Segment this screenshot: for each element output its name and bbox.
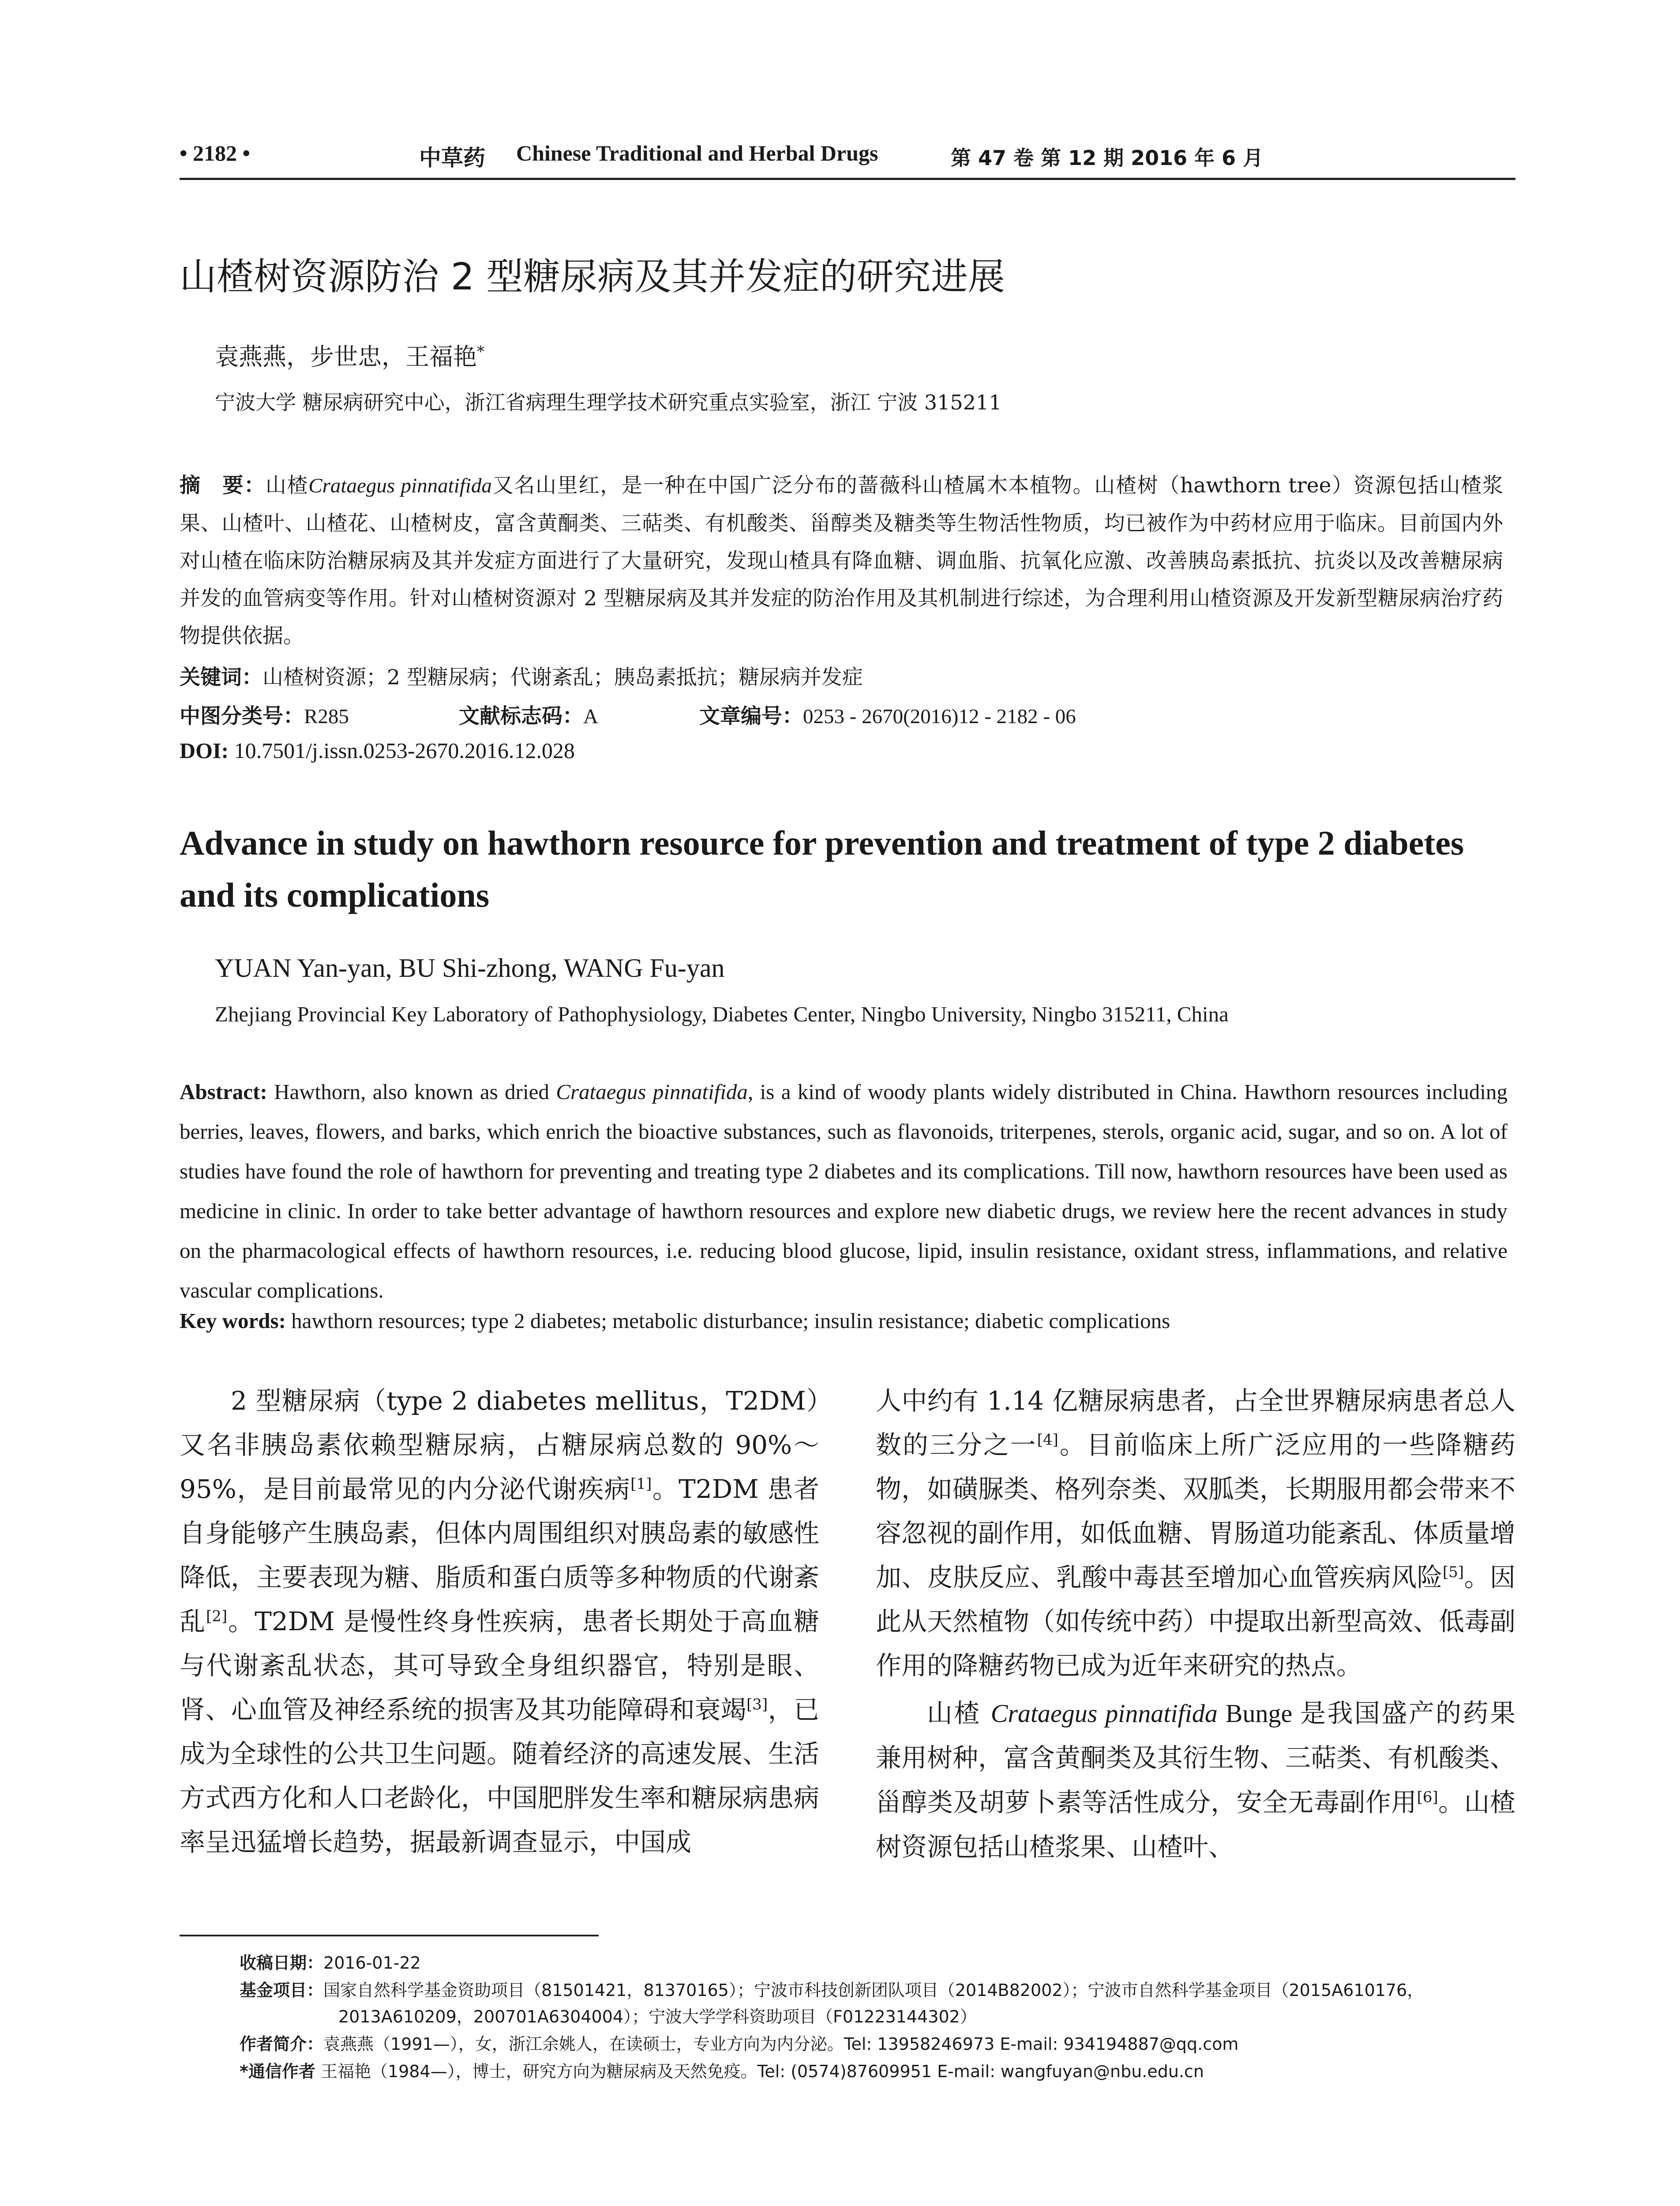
document-code: 文献标志码：A <box>459 704 598 728</box>
fund-line-2: 2013A610209，200701A6304004）；宁波大学学科资助项目（F01223144302） <box>338 2007 977 2026</box>
abstract-cn: 摘 要：山楂Crataegus pinnatifida又名山里红，是一种在中国广泛分布的蔷薇科山楂属木本植物。山楂树（hawthorn tree）资源包括山楂浆果、山楂叶、山楂花、山楂树皮，富含黄酮类、三萜类、有机酸类、甾醇类及糖类等生物活性物质，均已被作为中药材应用于临床。目前国内外对山楂在临床防治糖尿病及其并发症方面进行了大量研究，发现山楂具有降血糖、调血脂、抗氧化应激、改善胰岛素抵抗、抗炎以及改善糖尿病并发的血管病变等作用。针对山楂树资源对 2 型糖尿病及其并发症的防治作用及其机制进行综述，为合理利用山楂资源及开发新型糖尿病治疗药物提供依据。 <box>180 473 1504 648</box>
author-bio: 作者简介：袁燕燕（1991—），女，浙江余姚人，在读硕士，专业方向为内分泌。Tel: 13958246973 E-mail: 934194887@qq.com <box>240 2034 1239 2054</box>
affiliation-cn: 宁波大学 糖尿病研究中心，浙江省病理生理学技术研究重点实验室，浙江 宁波 315211 <box>215 390 1002 414</box>
issue-info: 第 47 卷 第 12 期 2016 年 6 月 <box>951 146 1264 170</box>
received-date: 收稿日期：2016-01-22 <box>240 1953 421 1973</box>
authors-en: YUAN Yan-yan, BU Shi-zhong, WANG Fu-yan <box>215 953 725 983</box>
classification-line: 中图分类号：R285 <box>180 704 349 728</box>
body-left-column <box>180 1379 819 1864</box>
article-number: 文章编号：0253 - 2670(2016)12 - 2182 - 06 <box>699 704 1076 728</box>
fund-line-1: 基金项目：国家自然科学基金资助项目（81501421，81370165）；宁波市科技创新团队项目（2014B82002）；宁波市自然科学基金项目（2015A610176， <box>240 1981 1424 2000</box>
title-en: Advance in study on hawthorn resource for prevention and treatment of type 2 diabetes and its complications <box>180 824 1464 914</box>
body-right-column <box>876 1379 1515 1869</box>
page-number: • 2182 • <box>180 141 251 165</box>
keywords-en: Key words: hawthorn resources; type 2 diabetes; metabolic disturbance; insulin resistance; diabetic complications <box>180 1309 1170 1333</box>
header-rule <box>180 178 1515 180</box>
footnote-rule <box>180 1935 599 1936</box>
intro-paragraph-2: 山楂 Crataegus pinnatifida Bunge 是我国盛产的药果兼用树种，富含黄酮类及其衍生物、三萜类、有机酸类、甾醇类及胡萝卜素等活性成分，安全无毒副作用[6]。山楂树资源包括山楂浆果、山楂叶、 <box>876 1698 1516 1862</box>
authors-cn: 袁燕燕，步世忠，王福艳* <box>215 343 484 371</box>
keywords-cn: 关键词：山楂树资源；2 型糖尿病；代谢紊乱；胰岛素抵抗；糖尿病并发症 <box>180 665 863 690</box>
abstract-en: Abstract: Hawthorn, also known as dried Crataegus pinnatifida, is a kind of woody plants widely distributed in China. Hawthorn resources including berries, leaves, flowers, and barks, which enrich the bioactive substances, such as flavonoids, triterpenes, sterols, organic acid, sugar, and so on. A lot of studies have found the role of hawthorn for preventing and treating type 2 diabetes and its complications. Till now, hawthorn resources have been used as medicine in clinic. In order to take better advantage of hawthorn resources and explore new diabetic drugs, we review here the recent advances in study on the pharmacological effects of hawthorn resources, i.e. reducing blood glucose, lipid, insulin resistance, oxidant stress, inflammations, and relative vascular complications. <box>180 1080 1508 1302</box>
intro-paragraph-1-cont: 人中约有 1.14 亿糖尿病患者，占全世界糖尿病患者总人数的三分之一[4]。目前临床上所广泛应用的一些降糖药物，如磺脲类、格列奈类、双胍类，长期服用都会带来不容忽视的副作用，如低血糖、胃肠道功能紊乱、体质量增加、皮肤反应、乳酸中毒甚至增加心血管疾病风险[5]。因此从天然植物（如传统中药）中提取出新型高效、低毒副作用的降糖药物已成为近年来研究的热点。 <box>876 1386 1516 1681</box>
intro-paragraph-1: 2 型糖尿病（type 2 diabetes mellitus，T2DM）又名非胰岛素依赖型糖尿病，占糖尿病总数的 90%～95%，是目前最常见的内分泌代谢疾病[1]。T2DM 患者自身能够产生胰岛素，但体内周围组织对胰岛素的敏感性降低，主要表现为糖、脂质和蛋白质等多种物质的代谢紊乱[2]。T2DM 是慢性终身性疾病，患者长期处于高血糖与代谢紊乱状态，其可导致全身组织器官，特别是眼、肾、心血管及神经系统的损害及其功能障碍和衰竭[3]，已成为全球性的公共卫生问题。随着经济的高速发展、生活方式西方化和人口老龄化，中国肥胖发生率和糖尿病患病率呈迅猛增长趋势，据最新调查显示，中国成 <box>180 1386 820 1857</box>
journal-cn-logo: 中草药 <box>419 145 485 171</box>
journal-en-name: Chinese Traditional and Herbal Drugs <box>516 141 878 165</box>
corresponding-mark: * <box>477 343 484 360</box>
doi[interactable]: DOI: 10.7501/j.issn.0253-2670.2016.12.028 <box>180 738 575 763</box>
corresponding-author: *通信作者 王福艳（1984—），博士，研究方向为糖尿病及天然免疫。Tel: (0574)87609951 E-mail: wangfuyan@nbu.edu.cn <box>240 2062 1204 2081</box>
affiliation-en: Zhejiang Provincial Key Laboratory of Pathophysiology, Diabetes Center, Ningbo University, Ningbo 315211, China <box>215 1002 1229 1026</box>
title-cn: 山楂树资源防治 2 型糖尿病及其并发症的研究进展 <box>180 255 1005 298</box>
